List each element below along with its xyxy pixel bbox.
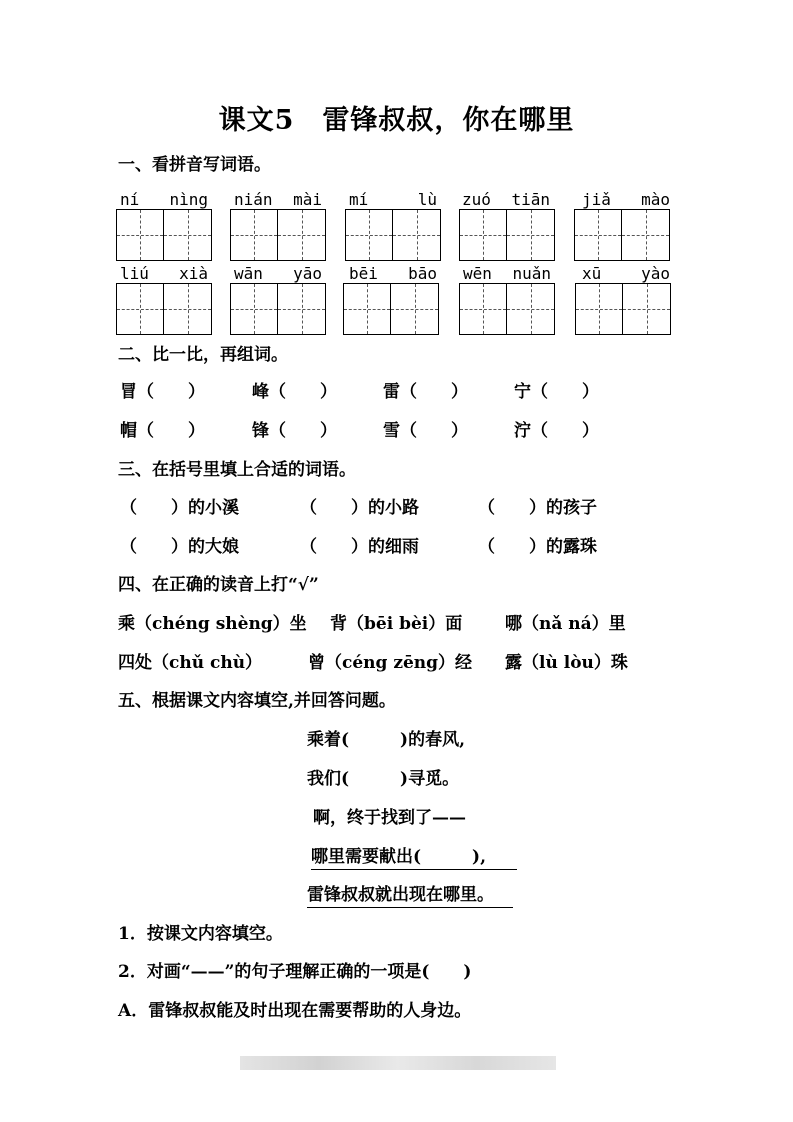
writing-grid[interactable] xyxy=(230,283,326,335)
pinyin-group xyxy=(345,264,441,283)
pinyin-syllable: bāo xyxy=(408,264,437,283)
fill-item: （ ）的大娘 xyxy=(120,537,239,557)
question-2: 2．对画“——”的句子理解正确的一项是( ) xyxy=(118,962,472,982)
pinyin-syllable: xià xyxy=(179,264,208,283)
writing-grid[interactable] xyxy=(459,283,555,335)
writing-grid[interactable] xyxy=(116,209,212,261)
compare-item: 雪（ ） xyxy=(383,421,468,441)
compare-item: 宁（ ） xyxy=(514,382,599,402)
writing-cell[interactable] xyxy=(116,209,164,261)
pinyin-group xyxy=(116,190,212,209)
fill-item: （ ）的露珠 xyxy=(478,537,597,557)
pinyin-group xyxy=(459,264,555,283)
writing-grid[interactable] xyxy=(459,209,555,261)
pinyin-syllable: zuó xyxy=(462,190,491,209)
reading-item: 乘（chéng shèng）坐 xyxy=(118,614,307,634)
section-3-heading: 三、在括号里填上合适的词语。 xyxy=(118,460,356,480)
pinyin-syllable: bēi xyxy=(349,264,378,283)
writing-cell[interactable] xyxy=(574,209,622,261)
compare-item: 雷（ ） xyxy=(383,382,468,402)
writing-cell[interactable] xyxy=(391,283,439,335)
question-1: 1．按课文内容填空。 xyxy=(118,924,283,944)
writing-grid[interactable] xyxy=(230,209,326,261)
writing-cell[interactable] xyxy=(507,283,555,335)
writing-cell[interactable] xyxy=(164,283,212,335)
writing-cell[interactable] xyxy=(459,283,507,335)
writing-cell[interactable] xyxy=(393,209,441,261)
writing-cell[interactable] xyxy=(622,209,670,261)
writing-cell[interactable] xyxy=(230,209,278,261)
pinyin-syllable: tiān xyxy=(511,190,550,209)
blurred-footer xyxy=(240,1056,556,1070)
poem-line: 乘着( )的春风, xyxy=(307,730,466,750)
compare-item: 峰（ ） xyxy=(252,382,337,402)
pinyin-syllable: wān xyxy=(234,264,263,283)
poem-line: 我们( )寻觅。 xyxy=(307,769,460,789)
pinyin-syllable: nián xyxy=(234,190,273,209)
writing-grid[interactable] xyxy=(345,209,441,261)
pinyin-group xyxy=(578,190,674,209)
section-5-heading: 五、根据课文内容填空,并回答问题。 xyxy=(118,691,396,711)
compare-item: 帽（ ） xyxy=(120,421,205,441)
pinyin-group xyxy=(230,190,326,209)
fill-item: （ ）的小路 xyxy=(300,498,419,518)
compare-item: 锋（ ） xyxy=(252,421,337,441)
writing-cell[interactable] xyxy=(343,283,391,335)
pinyin-group xyxy=(345,190,441,209)
writing-cell[interactable] xyxy=(278,209,326,261)
section-1-heading: 一、看拼音写词语。 xyxy=(118,155,271,175)
compare-item: 泞（ ） xyxy=(514,421,599,441)
pinyin-group xyxy=(116,264,212,283)
pinyin-syllable: jiǎ xyxy=(582,190,611,209)
fill-item: （ ）的细雨 xyxy=(300,537,419,557)
poem-line-underlined: 雷锋叔叔就出现在哪里。 xyxy=(307,880,513,908)
fill-item: （ ）的孩子 xyxy=(478,498,597,518)
pinyin-syllable: ní xyxy=(120,190,140,209)
writing-cell[interactable] xyxy=(459,209,507,261)
fill-item: （ ）的小溪 xyxy=(120,498,239,518)
pinyin-syllable: mào xyxy=(641,190,670,209)
compare-item: 冒（ ） xyxy=(120,382,205,402)
pinyin-syllable: mí xyxy=(349,190,369,209)
pinyin-group xyxy=(230,264,326,283)
pinyin-group xyxy=(458,190,554,209)
writing-grid[interactable] xyxy=(343,283,439,335)
pinyin-syllable: wēn xyxy=(463,264,492,283)
poem-line: 啊，终于找到了—— xyxy=(313,808,466,828)
pinyin-syllable: liú xyxy=(120,264,149,283)
writing-cell[interactable] xyxy=(278,283,326,335)
section-2-heading: 二、比一比，再组词。 xyxy=(118,345,288,365)
pinyin-syllable: xū xyxy=(582,264,602,283)
writing-grid[interactable] xyxy=(574,209,670,261)
page-title: 课文5 雷锋叔叔，你在哪里 xyxy=(218,105,575,136)
writing-cell[interactable] xyxy=(230,283,278,335)
reading-item: 露（lù lòu）珠 xyxy=(505,653,628,673)
writing-cell[interactable] xyxy=(575,283,623,335)
reading-item: 哪（nǎ ná）里 xyxy=(505,614,626,634)
writing-cell[interactable] xyxy=(623,283,671,335)
pinyin-group xyxy=(578,264,674,283)
pinyin-syllable: nìng xyxy=(169,190,208,209)
option-a: A．雷锋叔叔能及时出现在需要帮助的人身边。 xyxy=(118,1001,472,1021)
pinyin-syllable: yào xyxy=(641,264,670,283)
writing-grid[interactable] xyxy=(116,283,212,335)
pinyin-syllable: mài xyxy=(293,190,322,209)
writing-cell[interactable] xyxy=(507,209,555,261)
reading-item: 四处（chǔ chù） xyxy=(118,653,263,673)
reading-item: 曾（céng zēng）经 xyxy=(308,653,473,673)
pinyin-syllable: lù xyxy=(417,190,437,209)
poem-line-underlined: 哪里需要献出( ), xyxy=(311,842,517,870)
section-4-heading: 四、在正确的读音上打“√” xyxy=(118,575,319,595)
pinyin-syllable: nuǎn xyxy=(512,264,551,283)
reading-item: 背（bēi bèi）面 xyxy=(330,614,463,634)
pinyin-syllable: yāo xyxy=(293,264,322,283)
writing-cell[interactable] xyxy=(164,209,212,261)
writing-grid[interactable] xyxy=(575,283,671,335)
writing-cell[interactable] xyxy=(116,283,164,335)
writing-cell[interactable] xyxy=(345,209,393,261)
